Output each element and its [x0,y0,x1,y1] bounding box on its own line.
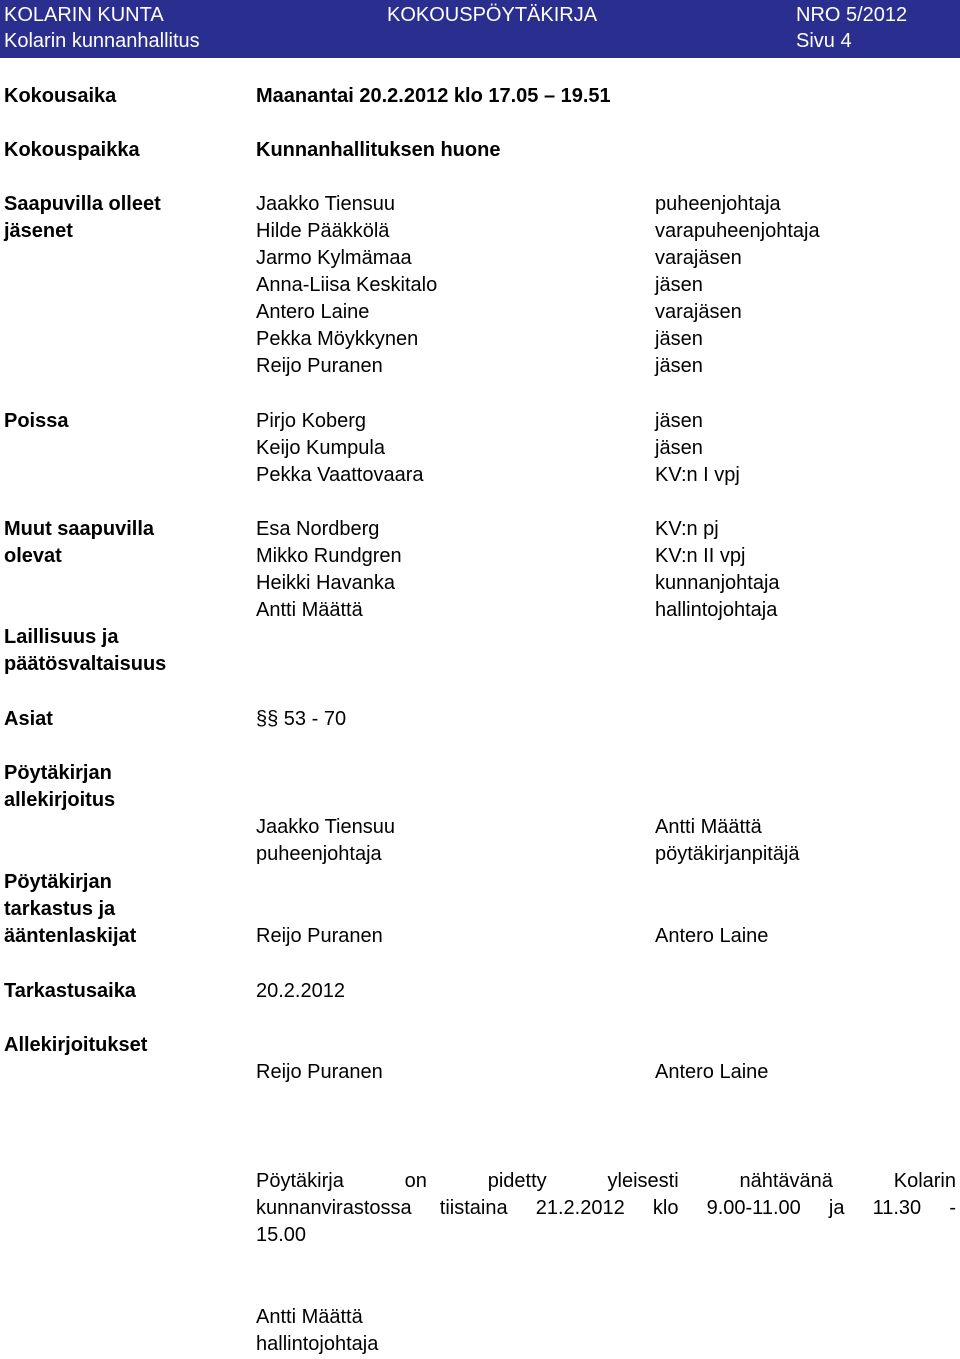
document-type: KOKOUSPÖYTÄKIRJA [387,4,598,26]
other-role: hallintojohtaja [655,599,778,621]
meeting-time-label: Kokousaika [4,85,117,107]
member-name: Antero Laine [256,301,370,323]
present-label: jäsenet [4,220,73,242]
items-label: Asiat [4,708,53,730]
chair-role: puheenjohtaja [256,843,382,865]
municipality-name: KOLARIN KUNTA [4,4,164,26]
meeting-place-value: Kunnanhallituksen huone [256,139,501,161]
notice-signer-role: hallintojohtaja [256,1333,379,1355]
absent-role: jäsen [655,410,703,432]
others-label: Muut saapuvilla [4,518,155,540]
reviewer-name: Antero Laine [655,925,769,947]
member-role: varajäsen [655,301,742,323]
notice-line: kunnanvirastossa tiistaina 21.2.2012 klo 9.00-11.00 ja 11.30 - [256,1197,956,1219]
other-name: Mikko Rundgren [256,545,402,567]
absent-role: KV:n I vpj [655,464,740,486]
other-name: Antti Määttä [256,599,363,621]
items-value: §§ 53 - 70 [256,708,347,730]
other-role: kunnanjohtaja [655,572,780,594]
governing-body: Kolarin kunnanhallitus [4,30,200,52]
notice-line: 15.00 [256,1224,307,1246]
reviewer-name: Reijo Puranen [256,925,383,947]
member-role: jäsen [655,274,703,296]
legality-label: päätösvaltaisuus [4,653,167,675]
member-name: Reijo Puranen [256,355,383,377]
member-role: jäsen [655,328,703,350]
signature-label: Pöytäkirjan [4,762,112,784]
absent-name: Pekka Vaattovaara [256,464,424,486]
signature-label: allekirjoitus [4,789,116,811]
member-name: Pekka Möykkynen [256,328,419,350]
review-date-label: Tarkastusaika [4,980,136,1002]
signature-name: Antero Laine [655,1061,769,1083]
review-label: ääntenlaskijat [4,925,137,947]
member-role: varapuheenjohtaja [655,220,820,242]
others-label: olevat [4,545,62,567]
member-name: Hilde Pääkkölä [256,220,390,242]
other-name: Heikki Havanka [256,572,395,594]
member-name: Jarmo Kylmämaa [256,247,412,269]
absent-name: Keijo Kumpula [256,437,385,459]
notice-signer-name: Antti Määttä [256,1306,363,1328]
absent-role: jäsen [655,437,703,459]
notice-line: Pöytäkirja on pidetty yleisesti nähtävänä Kolarin [256,1170,956,1192]
review-label: tarkastus ja [4,898,116,920]
absent-name: Pirjo Koberg [256,410,367,432]
other-role: KV:n pj [655,518,719,540]
chair-name: Jaakko Tiensuu [256,816,395,838]
document-number: NRO 5/2012 [796,4,908,26]
member-name: Anna-Liisa Keskitalo [256,274,438,296]
page-number: Sivu 4 [796,30,852,52]
present-label: Saapuvilla olleet [4,193,161,215]
other-name: Esa Nordberg [256,518,380,540]
meeting-time-value: Maanantai 20.2.2012 klo 17.05 – 19.51 [256,85,611,107]
secretary-name: Antti Määttä [655,816,762,838]
absent-label: Poissa [4,410,69,432]
review-date-value: 20.2.2012 [256,980,345,1002]
legality-label: Laillisuus ja [4,626,119,648]
secretary-role: pöytäkirjanpitäjä [655,843,800,865]
member-role: puheenjohtaja [655,193,781,215]
other-role: KV:n II vpj [655,545,746,567]
signatures-label: Allekirjoitukset [4,1034,148,1056]
member-role: varajäsen [655,247,742,269]
review-label: Pöytäkirjan [4,871,112,893]
signature-name: Reijo Puranen [256,1061,383,1083]
member-name: Jaakko Tiensuu [256,193,395,215]
member-role: jäsen [655,355,703,377]
meeting-place-label: Kokouspaikka [4,139,140,161]
